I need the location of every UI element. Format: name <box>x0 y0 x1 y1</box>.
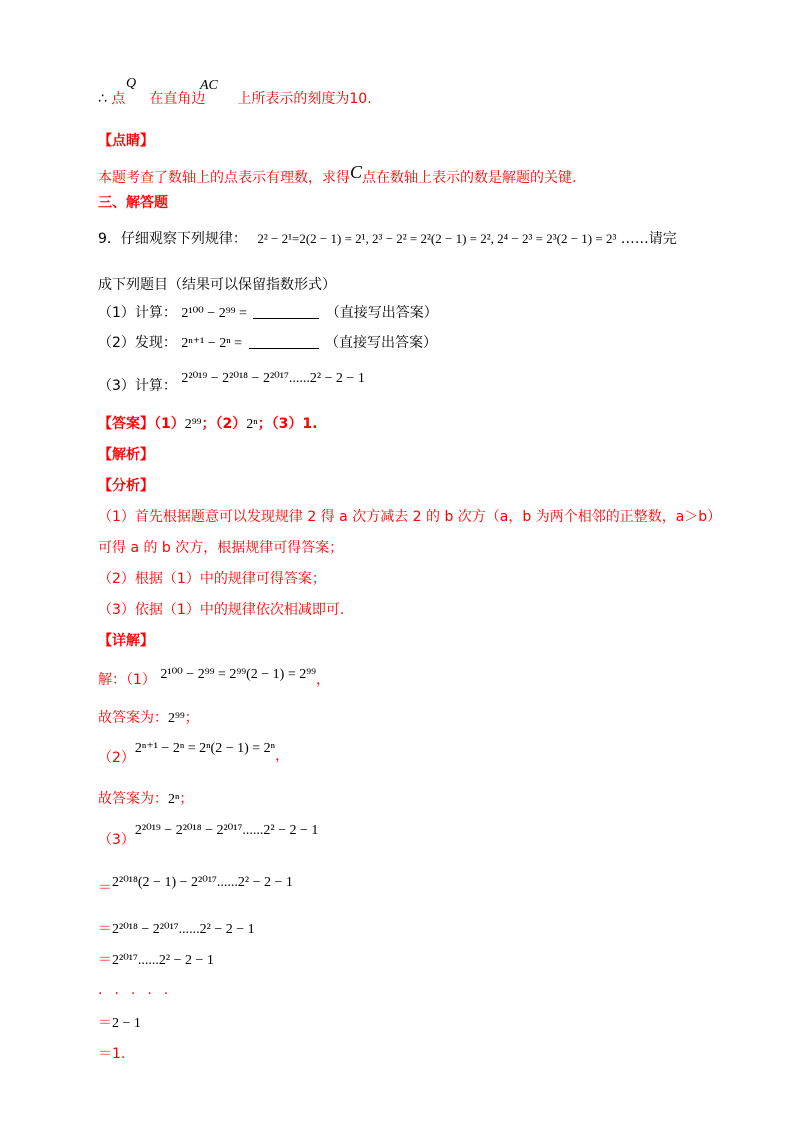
answer-part2-label: ；（2） <box>201 416 247 432</box>
answer-blank-2 <box>249 334 319 349</box>
detail-eq-3 <box>98 950 214 971</box>
dianjing-text <box>98 162 576 188</box>
q9-part1-hint: （直接写出答案） <box>325 305 438 321</box>
detail-step-1-math: 2¹⁰⁰ − 2⁹⁹ = 2⁹⁹(2 − 1) = 2⁹⁹ <box>160 667 316 682</box>
dianjing-text-2: 点在数轴上表示的数是解题的关键. <box>362 170 577 186</box>
q9-pattern: 2² − 2¹=2(2 − 1) = 2¹, 2³ − 2² = 2²(2 − 1) = 2², 2⁴ − 2³ = 2³(2 − 1) = 2³ <box>257 231 617 246</box>
q9-intro: 9．仔细观察下列规律： <box>98 231 247 247</box>
answer-part3: ；（3）1. <box>257 416 318 432</box>
fenxi-line-1: （1）首先根据题意可以发现规律 2 得 a 次方减去 2 的 b 次方（a，b 为两个相邻的正整数，a＞b） <box>98 509 722 525</box>
q9-part1-math: 2¹⁰⁰ − 2⁹⁹ = <box>181 306 247 321</box>
detail-step-1-comma: ， <box>316 672 330 688</box>
detail-step-2 <box>98 738 289 768</box>
detail-answer-2-end: ； <box>179 791 194 807</box>
q9-part2-math: 2ⁿ⁺¹ − 2ⁿ = <box>181 336 243 351</box>
var-ac: AC <box>200 78 218 93</box>
detail-eq-2 <box>98 919 255 940</box>
detail-step-3 <box>98 820 318 850</box>
prev-solution-line <box>98 89 372 109</box>
detail-eq-4-math: 2 − 1 <box>112 1016 141 1031</box>
answer-heading: 【答案】 <box>98 416 154 432</box>
detail-step-3-label: （3） <box>98 832 135 848</box>
detail-answer-1-label: 故答案为： <box>98 710 168 726</box>
equals-sign: ＝ <box>98 1015 112 1031</box>
detail-step-1-label: 解：（1） <box>98 672 156 688</box>
prev-text-3: 上所表示的刻度为10. <box>237 91 372 107</box>
detail-eq-3-math: 2²⁰¹⁷......2² − 2 − 1 <box>112 953 214 968</box>
answer-line <box>98 414 318 435</box>
detail-answer-1-math: 2⁹⁹ <box>168 711 185 726</box>
detail-answer-2-label: 故答案为： <box>98 791 168 807</box>
fenxi-heading: 【分析】 <box>98 478 154 494</box>
fenxi-line-4: （3）依据（1）中的规律依次相减即可. <box>98 602 345 618</box>
answer-part1-math: 2⁹⁹ <box>184 417 202 432</box>
q9-part2-label: （2）发现： <box>98 335 177 351</box>
answer-part1-label: （1） <box>154 416 185 432</box>
detail-step-2-math: 2ⁿ⁺¹ − 2ⁿ = 2ⁿ(2 − 1) = 2ⁿ <box>134 741 276 756</box>
q9-intro-line <box>98 229 677 249</box>
detail-final <box>98 1044 125 1064</box>
detail-eq-1 <box>98 872 293 898</box>
xiangjie-heading: 【详解】 <box>98 633 154 649</box>
fenxi-line-2: 可得 a 的 b 次方，根据规律可得答案； <box>98 540 344 556</box>
detail-answer-1 <box>98 708 199 729</box>
answer-blank-1 <box>253 304 319 319</box>
detail-eq-4 <box>98 1013 141 1034</box>
equals-sign: ＝ <box>98 952 112 968</box>
answer-part2-math: 2ⁿ <box>246 417 258 432</box>
equals-sign: ＝ <box>98 1046 112 1062</box>
detail-answer-2-math: 2ⁿ <box>168 792 180 807</box>
detail-eq-1-math: 2²⁰¹⁸(2 − 1) − 2²⁰¹⁷......2² − 2 − 1 <box>112 875 293 890</box>
q9-continuation: 成下列题目（结果可以保留指数形式） <box>98 277 336 293</box>
q9-part1 <box>98 303 438 324</box>
q9-part1-label: （1）计算： <box>98 305 177 321</box>
q9-part3 <box>98 368 365 396</box>
detail-step-2-label: （2） <box>98 750 135 766</box>
fenxi-line-3: （2）根据（1）中的规律可得答案； <box>98 571 326 587</box>
equals-sign: ＝ <box>98 880 112 896</box>
var-c: C <box>350 162 363 182</box>
detail-final-value: 1. <box>112 1046 126 1062</box>
prev-text-2: 在直角边 <box>149 91 206 107</box>
q9-part2 <box>98 333 437 354</box>
q9-part2-hint: （直接写出答案） <box>324 335 437 351</box>
dianjing-text-1: 本题考查了数轴上的点表示有理数，求得 <box>98 170 350 186</box>
detail-step-2-comma: ， <box>275 748 290 764</box>
detail-step-1 <box>98 664 330 690</box>
detail-step-3-math: 2²⁰¹⁹ − 2²⁰¹⁸ − 2²⁰¹⁷......2² − 2 − 1 <box>134 823 319 838</box>
q9-part3-math: 2²⁰¹⁹ − 2²⁰¹⁸ − 2²⁰¹⁷......2² − 2 − 1 <box>181 371 365 386</box>
equals-sign: ＝ <box>98 921 112 937</box>
detail-eq-2-math: 2²⁰¹⁸ − 2²⁰¹⁷......2² − 2 − 1 <box>112 922 255 937</box>
therefore-symbol: ∴ <box>98 91 107 107</box>
detail-ellipsis: ..... <box>98 982 181 998</box>
q9-tail: ……请完 <box>620 231 677 247</box>
var-q: Q <box>126 76 137 91</box>
detail-answer-1-end: ； <box>184 710 199 726</box>
section-3-heading: 三、解答题 <box>98 195 168 211</box>
prev-text-1: 点 <box>111 91 126 107</box>
dianjing-heading: 【点睛】 <box>98 133 154 149</box>
jiexi-heading: 【解析】 <box>98 447 154 463</box>
detail-answer-2 <box>98 789 193 810</box>
q9-part3-label: （3）计算： <box>98 378 177 394</box>
